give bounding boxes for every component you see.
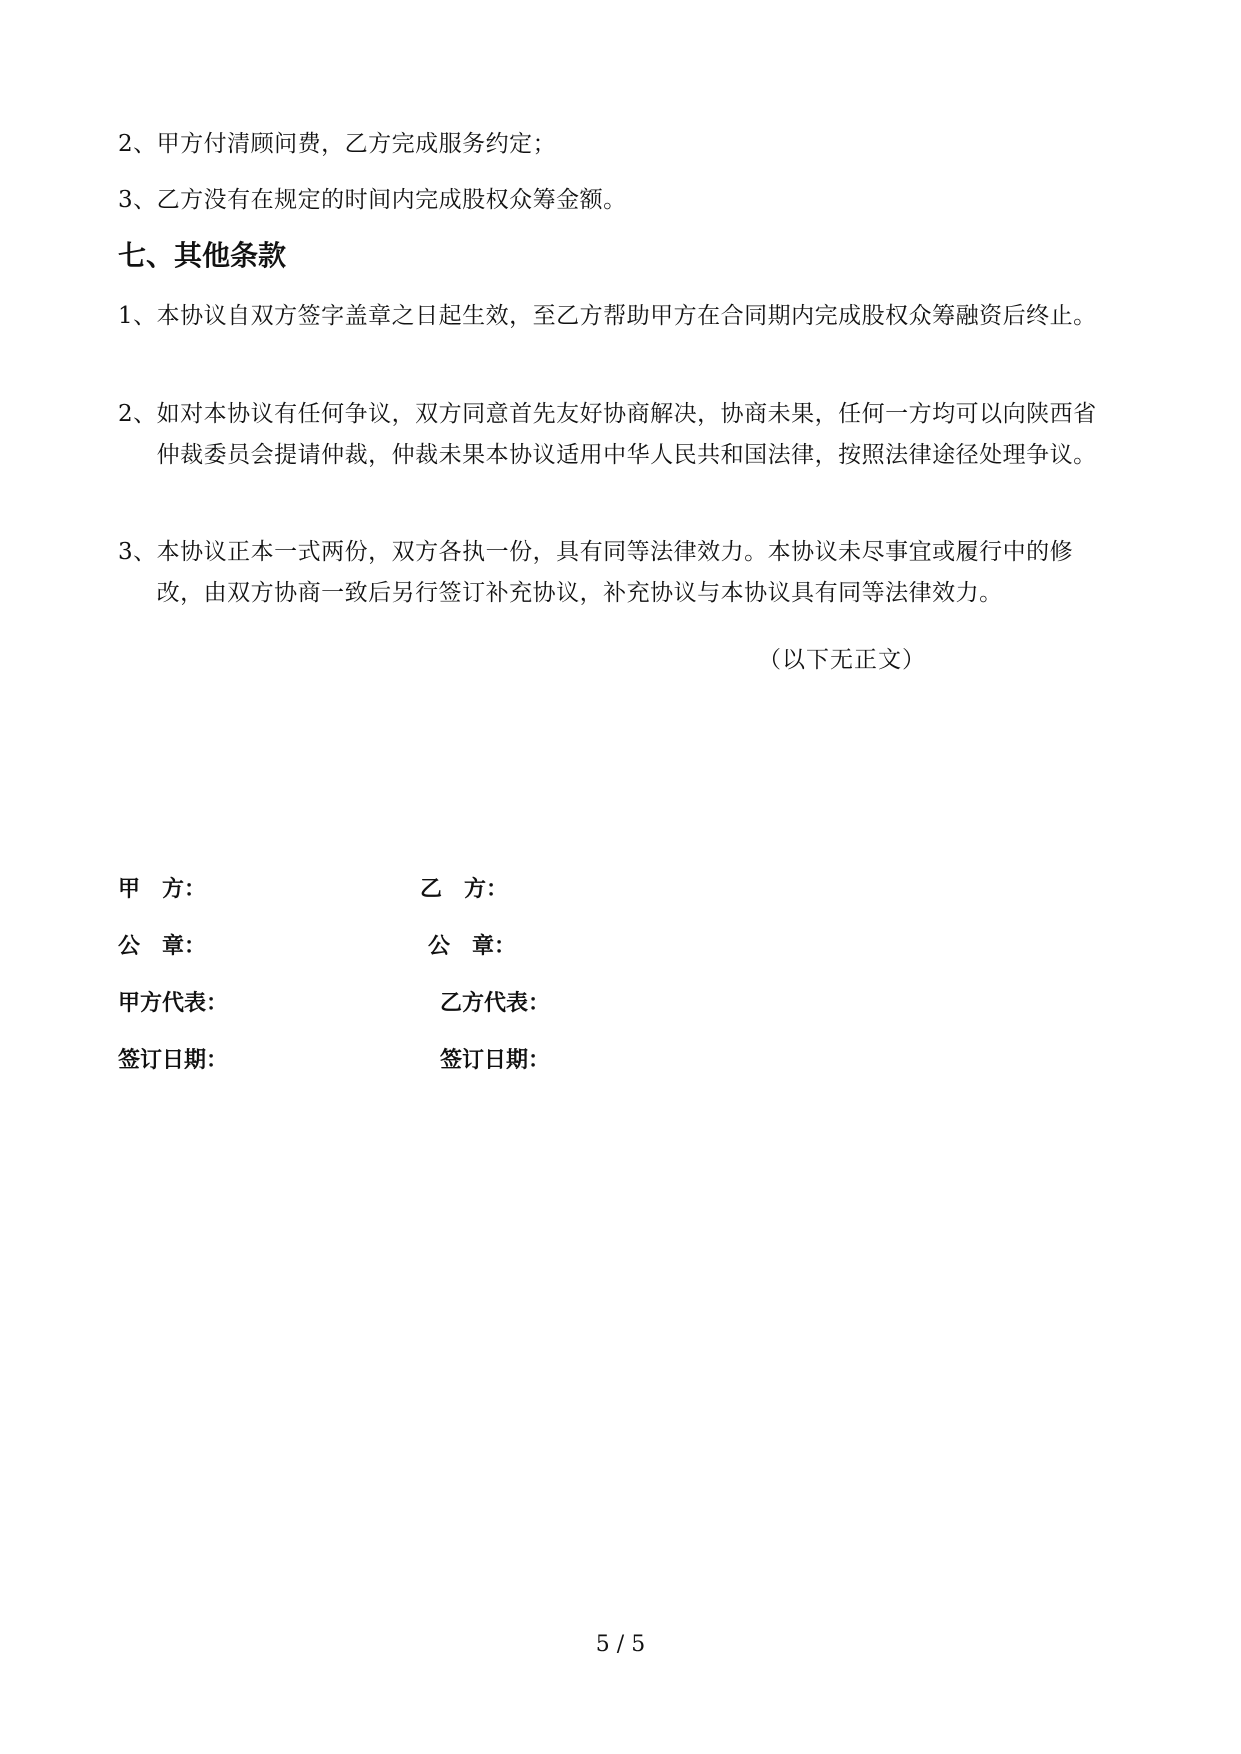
section-heading: 七、其他条款 [118, 239, 287, 272]
clause-number: 3、 [118, 539, 157, 565]
party-b-label: 乙 方： [420, 877, 509, 902]
section7-item-1 [118, 296, 1118, 337]
section7-item-3 [118, 532, 1118, 614]
party-a-label: 甲 方： [118, 877, 207, 902]
clause-number: 2、 [118, 401, 157, 427]
seal-b-label: 公 章： [428, 934, 517, 959]
clause-text: 乙方没有在规定的时间内完成股权众筹金额。 [156, 187, 627, 213]
rep-a-label: 甲方代表： [118, 991, 229, 1016]
clause-prev-3 [118, 180, 1118, 221]
clause-text: 甲方付清顾问费，乙方完成服务约定； [156, 131, 557, 157]
clause-text: 如对本协议有任何争议，双方同意首先友好协商解决，协商未果，任何一方均可以向陕西省仲裁委员会提请仲裁，仲裁未果本协议适用中华人民共和国法律，按照法律途径处理争议。 [156, 401, 1097, 468]
clause-number: 1、 [118, 303, 157, 329]
rep-b-label: 乙方代表： [440, 991, 551, 1016]
section7-item-2 [118, 394, 1118, 476]
clause-text: 本协议自双方签字盖章之日起生效，至乙方帮助甲方在合同期内完成股权众筹融资后终止。 [156, 303, 1097, 329]
clause-number: 3、 [118, 187, 157, 213]
end-note: （以下无正文） [758, 647, 926, 673]
clause-text: 本协议正本一式两份，双方各执一份，具有同等法律效力。本协议未尽事宜或履行中的修改，由双方协商一致后另行签订补充协议，补充协议与本协议具有同等法律效力。 [156, 539, 1074, 606]
seal-a-label: 公 章： [118, 934, 207, 959]
page-number: 5 / 5 [595, 1632, 646, 1657]
clause-number: 2、 [118, 131, 157, 157]
date-b-label: 签订日期： [440, 1048, 551, 1073]
clause-prev-2 [118, 124, 1118, 165]
date-a-label: 签订日期： [118, 1048, 229, 1073]
